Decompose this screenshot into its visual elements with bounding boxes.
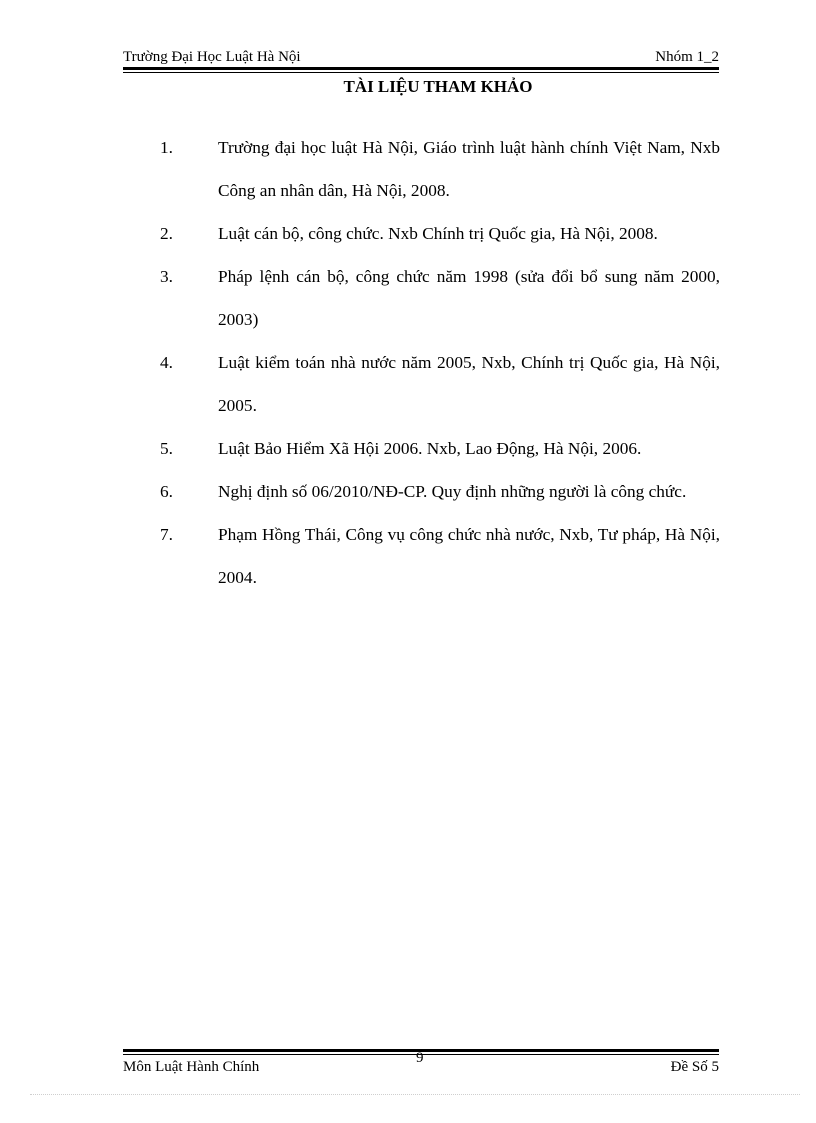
reference-text: Phạm Hồng Thái, Công vụ công chức nhà nước, Nxb, Tư pháp, Hà Nội, 2004. — [218, 525, 720, 587]
reference-number: 3. — [160, 267, 173, 286]
reference-text: Nghị định số 06/2010/NĐ-CP. Quy định những người là công chức. — [218, 482, 687, 501]
footer-topic: Đề Số 5 — [670, 1059, 719, 1075]
reference-number: 6. — [160, 482, 173, 501]
page-number: 9 — [416, 1050, 424, 1066]
header-school: Trường Đại Học Luật Hà Nội — [123, 49, 301, 65]
reference-text: Pháp lệnh cán bộ, công chức năm 1998 (sửa đổi bổ sung năm 2000, 2003) — [218, 267, 720, 329]
header-group: Nhóm 1_2 — [655, 49, 719, 65]
reference-item — [160, 212, 720, 255]
reference-text: Trường đại học luật Hà Nội, Giáo trình luật hành chính Việt Nam, Nxb Công an nhân dân, Hà Nội, 2008. — [218, 138, 720, 200]
reference-text: Luật kiểm toán nhà nước năm 2005, Nxb, Chính trị Quốc gia, Hà Nội, 2005. — [218, 353, 720, 415]
reference-item — [160, 470, 720, 513]
reference-item — [160, 341, 720, 427]
reference-text: Luật cán bộ, công chức. Nxb Chính trị Quốc gia, Hà Nội, 2008. — [218, 224, 658, 243]
reference-item — [160, 513, 720, 599]
footer-subject: Môn Luật Hành Chính — [123, 1059, 260, 1075]
page-header — [123, 49, 719, 66]
reference-number: 2. — [160, 224, 173, 243]
reference-list — [160, 126, 720, 599]
header-rule-thin — [123, 72, 719, 73]
header-rule-thick — [123, 67, 719, 70]
reference-number: 1. — [160, 138, 173, 157]
reference-item — [160, 255, 720, 341]
page-title: TÀI LIỆU THAM KHẢO — [343, 77, 533, 96]
reference-text: Luật Bảo Hiểm Xã Hội 2006. Nxb, Lao Động, Hà Nội, 2006. — [218, 439, 642, 458]
reference-number: 7. — [160, 525, 173, 544]
reference-item — [160, 126, 720, 212]
reference-number: 5. — [160, 439, 173, 458]
page-bottom-divider — [30, 1094, 800, 1095]
reference-number: 4. — [160, 353, 173, 372]
reference-item — [160, 427, 720, 470]
